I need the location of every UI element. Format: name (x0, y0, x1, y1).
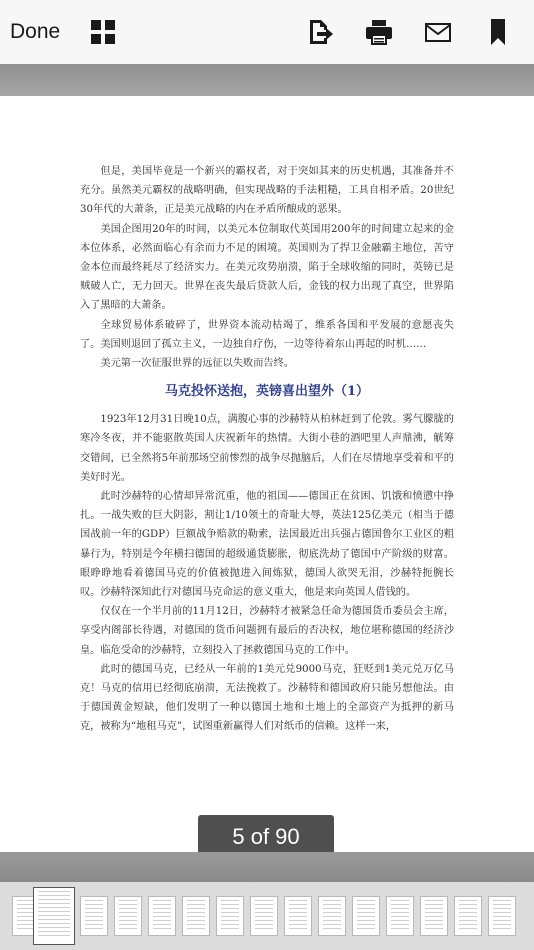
thumbnail-text-line (85, 924, 103, 925)
thumbnail-text-line (425, 900, 443, 901)
grid-icon[interactable] (89, 18, 117, 46)
thumbnail-text-line (425, 916, 443, 917)
export-icon[interactable] (306, 18, 334, 46)
thumbnail-text-line (425, 924, 443, 925)
thumbnail[interactable] (352, 896, 380, 936)
thumbnail-text-line (459, 916, 477, 917)
top-toolbar (0, 0, 534, 64)
thumbnail-text-line (323, 924, 341, 925)
thumbnail-text-line (153, 916, 171, 917)
paragraph: 1923年12月31日晚10点，满腹心事的沙赫特从柏林赶到了伦敦。雾气朦胧的寒冷冬夜，并不能驱散英国人庆祝新年的热情。大街小巷的酒吧里人声鼎沸，觥筹交错间，已全然将5年前那场空前惨烈的战争尽抛脑后，人们在尽情地享受着和平的美好时光。 (80, 414, 454, 483)
thumbnail[interactable] (148, 896, 176, 936)
page-indicator: 5 of 90 (198, 815, 334, 859)
thumbnail[interactable] (182, 896, 210, 936)
thumbnail-text-line (391, 912, 409, 913)
thumbnail-text-line (38, 907, 70, 908)
thumbnail[interactable] (80, 896, 108, 936)
thumbnail-text-line (187, 904, 205, 905)
thumbnail-text-line (425, 908, 443, 909)
thumbnail-text-line (187, 916, 205, 917)
thumbnail-text-line (391, 920, 409, 921)
thumbnail-text-line (425, 928, 443, 929)
thumbnail-text-line (289, 904, 307, 905)
print-icon[interactable] (365, 18, 393, 46)
thumbnail-text-line (85, 904, 103, 905)
paragraph: 但是，美国毕竟是一个新兴的霸权者，对于突如其来的历史机遇，其准备并不充分。虽然美元霸权的战略明确，但实现战略的手法粗糙，工具自相矛盾。20世纪30年代的大萧条，正是美元战略的内在矛盾所酿成的恶果。 (80, 166, 454, 216)
thumbnail-text-line (187, 908, 205, 909)
bookmark-icon[interactable] (484, 18, 512, 46)
thumbnail-text-line (357, 928, 375, 929)
thumbnail-text-line (255, 920, 273, 921)
thumbnail-text-line (289, 908, 307, 909)
thumbnail-text-line (493, 908, 511, 909)
thumbnail-text-line (38, 891, 70, 892)
thumbnail-text-line (493, 916, 511, 917)
thumbnail-text-line (119, 900, 137, 901)
thumbnail-text-line (323, 900, 341, 901)
document-page[interactable] (0, 96, 534, 852)
thumbnail-text-line (187, 920, 205, 921)
thumbnail-text-line (493, 912, 511, 913)
thumbnail-text-line (391, 924, 409, 925)
thumbnail-text-line (153, 908, 171, 909)
thumbnail[interactable] (216, 896, 244, 936)
thumbnail-text-line (357, 920, 375, 921)
thumbnail-text-line (493, 924, 511, 925)
thumbnail-text-line (187, 928, 205, 929)
thumbnail-text-line (85, 908, 103, 909)
paragraph: 此时沙赫特的心情却异常沉重，他的祖国——德国正在贫困、饥饿和愤懑中挣扎。一战失败的巨大阴影，割让1/10领土的奇耻大辱，英法125亿美元（相当于德国战前一年的GDP）巨额战争赔款的勒索，法国最近出兵强占德国鲁尔工业区的粗暴行为，特别是今年横扫德国的超级通货膨胀，彻底洗劫了德国中产阶级的财富。眼睁睁地看着德国马克的价值被抛进入间炼狱，德国人欲哭无泪，沙赫特扼腕长叹。沙赫特深知此行对德国马克命运的意义重大，他是来向英国人借钱的。 (80, 491, 454, 599)
thumbnail-text-line (221, 916, 239, 917)
thumbnail-text-line (357, 900, 375, 901)
thumbnail-text-line (153, 924, 171, 925)
thumbnail-strip[interactable] (0, 882, 534, 950)
thumbnail-text-line (221, 920, 239, 921)
thumbnail-text-line (85, 916, 103, 917)
thumbnail-text-line (255, 916, 273, 917)
thumbnail-text-line (289, 920, 307, 921)
thumbnail-text-line (357, 916, 375, 917)
thumbnail-text-line (85, 928, 103, 929)
thumbnail-text-line (38, 923, 70, 924)
thumbnail-text-line (391, 928, 409, 929)
thumbnail[interactable] (454, 896, 482, 936)
thumbnail-text-line (289, 928, 307, 929)
thumbnail-text-line (425, 912, 443, 913)
thumbnail-text-line (357, 912, 375, 913)
paragraph: 美国企图用20年的时间，以美元本位制取代英国用200年的时间建立起来的金本位体系，必然面临心有余而力不足的困境。英国则为了捍卫金融霸主地位，苦守金本位而最终耗尽了经济实力。在美元攻势崩溃，陷于全球收缩的同时，英镑已是贼破人亡，无力回天。世界在丧失最后贷款人后，金钱的权力出现了真空，世界陷入了黑暗的大萧条。 (80, 223, 454, 312)
thumbnail-text-line (255, 928, 273, 929)
thumbnail[interactable] (386, 896, 414, 936)
thumbnail-text-line (323, 912, 341, 913)
thumbnail-text-line (425, 920, 443, 921)
thumbnail-text-line (119, 924, 137, 925)
thumbnail-text-line (493, 904, 511, 905)
thumbnail-text-line (119, 904, 137, 905)
thumbnail-text-line (38, 915, 70, 916)
bottom-divider-band (0, 852, 534, 882)
thumbnail-text-line (459, 904, 477, 905)
thumbnail-text-line (119, 920, 137, 921)
thumbnail-text-line (459, 920, 477, 921)
section-heading: 马克投怀送抱，英镑喜出望外（1） (164, 384, 370, 400)
thumbnail-text-line (323, 928, 341, 929)
thumbnail-text-line (85, 912, 103, 913)
thumbnail-text-line (187, 924, 205, 925)
thumbnail-text-line (153, 900, 171, 901)
toolbar-divider-band (0, 64, 534, 96)
thumbnail-text-line (221, 904, 239, 905)
page-content (80, 162, 454, 737)
thumbnail-text-line (153, 928, 171, 929)
thumbnail-text-line (391, 916, 409, 917)
thumbnail-text-line (119, 908, 137, 909)
thumbnail-text-line (38, 903, 70, 904)
thumbnail-text-line (289, 924, 307, 925)
thumbnail-text-line (493, 920, 511, 921)
thumbnail-text-line (459, 912, 477, 913)
thumbnail-text-line (289, 916, 307, 917)
thumbnail[interactable] (284, 896, 312, 936)
thumbnail-text-line (391, 908, 409, 909)
thumbnail-text-line (459, 928, 477, 929)
thumbnail-text-line (425, 904, 443, 905)
thumbnail-text-line (255, 912, 273, 913)
paragraph: 仅仅在一个半月前的11月12日，沙赫特才被紧急任命为德国货币委员会主席，享受内阁部长待遇，对德国的货币问题拥有最后的否决权，地位堪称德国的经济沙皇。临危受命的沙赫特，立刻投入了拯救德国马克的工作中。 (80, 606, 454, 656)
thumbnail-text-line (323, 916, 341, 917)
thumbnail-text-line (221, 912, 239, 913)
thumbnail[interactable] (250, 896, 278, 936)
paragraph: 全球贸易体系破碎了，世界资本流动枯竭了，维系各国和平发展的意愿丧失了。美国则退回了孤立主义，一边独自疗伤，一边等待着东山再起的时机…… (80, 319, 454, 350)
thumbnail-text-line (255, 900, 273, 901)
thumbnail-text-line (493, 900, 511, 901)
thumbnail-text-line (323, 908, 341, 909)
thumbnail-text-line (119, 916, 137, 917)
thumbnail-text-line (255, 904, 273, 905)
thumbnail-current[interactable] (33, 887, 75, 945)
thumbnail-text-line (221, 928, 239, 929)
thumbnail-text-line (459, 924, 477, 925)
thumbnail-text-line (357, 904, 375, 905)
thumbnail-text-line (153, 920, 171, 921)
thumbnail-text-line (38, 911, 70, 912)
thumbnail[interactable] (318, 896, 346, 936)
thumbnail-text-line (38, 935, 70, 936)
paragraph: 此时的德国马克，已经从一年前的1美元兑9000马克，狂贬到1美元兑万亿马克！马克的信用已经彻底崩溃，无法挽救了。沙赫特和德国政府只能另想他法。由于德国黄金短缺，他们发明了一种以德国土地和土地上的全部资产为抵押的新马克，被称为“地租马克”，试图重新赢得人们对纸币的信赖。这样一来， (80, 663, 454, 733)
thumbnail-text-line (221, 924, 239, 925)
thumbnail[interactable] (420, 896, 448, 936)
thumbnail-text-line (187, 900, 205, 901)
thumbnail-text-line (153, 904, 171, 905)
thumbnail-text-line (289, 900, 307, 901)
thumbnail-text-line (323, 904, 341, 905)
thumbnail-text-line (187, 912, 205, 913)
thumbnail-text-line (357, 908, 375, 909)
thumbnail-text-line (221, 900, 239, 901)
done-button[interactable]: Done (10, 20, 61, 43)
thumbnail-text-line (38, 927, 70, 928)
thumbnail[interactable] (488, 896, 516, 936)
thumbnail-text-line (255, 924, 273, 925)
thumbnail-text-line (255, 908, 273, 909)
thumbnail-text-line (289, 912, 307, 913)
thumbnail-text-line (323, 920, 341, 921)
thumbnail-text-line (119, 912, 137, 913)
paragraph: 美元第一次征服世界的远征以失败而告终。 (100, 358, 294, 370)
thumbnail-text-line (221, 908, 239, 909)
thumbnail-text-line (119, 928, 137, 929)
thumbnail-text-line (493, 928, 511, 929)
thumbnail-text-line (459, 900, 477, 901)
thumbnail-text-line (153, 912, 171, 913)
thumbnail-text-line (38, 899, 70, 900)
thumbnail-text-line (38, 919, 70, 920)
thumbnail[interactable] (114, 896, 142, 936)
thumbnail-text-line (357, 924, 375, 925)
mail-icon[interactable] (424, 18, 452, 46)
thumbnail-text-line (85, 920, 103, 921)
thumbnail-text-line (38, 895, 70, 896)
thumbnail-text-line (38, 931, 70, 932)
thumbnail-text-line (85, 900, 103, 901)
thumbnail-text-line (391, 904, 409, 905)
thumbnail-text-line (391, 900, 409, 901)
thumbnail-text-line (459, 908, 477, 909)
